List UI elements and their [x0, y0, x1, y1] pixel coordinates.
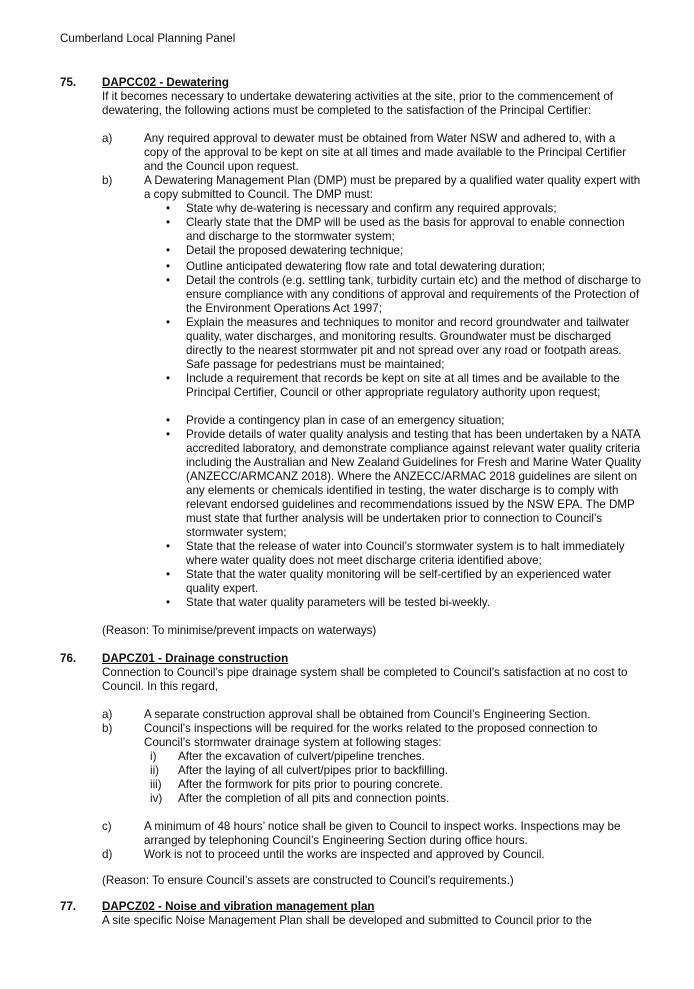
- condition-title: DAPCZ01 - Drainage construction: [102, 652, 289, 665]
- bullet-icon: •: [166, 372, 171, 385]
- item-text: Council’s inspections will be required for the works related to the proposed connection to Council’s stormwater drainage system at following stages:: [144, 722, 598, 749]
- bullet-icon: •: [166, 540, 171, 553]
- item-letter: a): [102, 708, 113, 721]
- condition-intro: A site specific Noise Management Plan shall be developed and submitted to Council prior to the: [102, 914, 592, 927]
- item-letter: b): [102, 722, 113, 735]
- item-text: Any required approval to dewater must be obtained from Water NSW and adhered to, with a copy of the approval to be kept on site at all times and made available to the Principal Certifier and the Council upon request.: [144, 132, 627, 173]
- condition-number: 75.: [60, 76, 77, 89]
- item-text: Work is not to proceed until the works are inspected and approved by Council.: [144, 848, 545, 861]
- condition-reason: (Reason: To ensure Council’s assets are constructed to Council’s requirements.): [102, 874, 514, 887]
- condition-title: DAPCC02 - Dewatering: [102, 76, 229, 89]
- item-text: A minimum of 48 hours’ notice shall be given to Council to inspect works. Inspections may be arranged by telephoning Council’s Engineering Section during office hours.: [144, 820, 621, 847]
- item-text: A separate construction approval shall be obtained from Council’s Engineering Section.: [144, 708, 591, 721]
- bullet-icon: •: [166, 414, 171, 427]
- item-letter: b): [102, 174, 113, 187]
- bullet-icon: •: [166, 428, 171, 441]
- item-text: A Dewatering Management Plan (DMP) must be prepared by a qualified water quality expert with a copy submitted to Council. The DMP must:: [144, 174, 641, 201]
- item-letter: d): [102, 848, 113, 861]
- condition-number: 77.: [60, 900, 77, 913]
- condition-number: 76.: [60, 652, 77, 665]
- bullet-icon: •: [166, 202, 171, 215]
- bullet-icon: •: [166, 260, 171, 273]
- condition-reason: (Reason: To minimise/prevent impacts on waterways): [102, 624, 377, 637]
- condition-intro: If it becomes necessary to undertake dewatering activities at the site, prior to the commencement of dewatering, the following actions must be completed to the satisfaction of the Principal Certifier:: [102, 90, 614, 117]
- bullet-icon: •: [166, 316, 171, 329]
- bullet-icon: •: [166, 244, 171, 257]
- bullet-icon: •: [166, 596, 171, 609]
- bullet-icon: •: [166, 568, 171, 581]
- document-page: Cumberland Local Planning Panel 75. DAPCC02 - Dewatering If it becomes necessary to undertake dewatering activities at the site, prior to the commencement of dewatering, the following actions must be completed to the satisfaction of the Principal Certifier: a) Any required approval to dewater must be obtained from Water NSW and adhered to, with a copy of the approval to be kept on site at all times and made available to the Principal Certifier and the Council upon request. b) A Dewatering Management Plan (DMP) must be prepared by a qualified water quality expert with a copy submitted to Council. The DMP must: • State why de-watering is necessary and confirm any required approvals; • Clearly state that the DMP will be used as the basis for approval to enable connection and discharge to the stormwater system; • Detail the proposed dewatering technique; • Outline anticipated dewatering flow rate and total dewatering duration; • Detail the controls (e.g. settling tank, turbidity curtain etc) and the method of discharge to ensure compliance with any conditions of approval and requirements of the Protection of the Environment Operations Act 1997; • Explain the measures and techniques to monitor and record groundwater and tailwater quality, water discharges, and monitoring results. Groundwater must be discharged directly to the nearest stormwater pit and not spread over any road or footpath areas. Safe passage for pedestrians must be maintained; • Include a requirement that records be kept on site at all times and be available to the Principal Certifier, Council or other appropriate regulatory authority upon request; • Provide a contingency plan in case of an emergency situation; • Provide details of water quality analysis and testing that has been undertaken by a NATA accredited laboratory, and demonstrate compliance against relevant water quality criteria including the Australian and New Zealand Guidelines for Fresh and Marine Water Quality (ANZECC/ARMCANZ 2018). Where the ANZECC/ARMAC 2018 guidelines are silent on any elements or chemicals identified in testing, the water discharge is to comply with relevant endorsed guidelines and recommendations issued by the NSW EPA. The DMP must state that further analysis will be undertaken prior to connection to Council’s stormwater system; • State that the release of water into Council’s stormwater system is to halt immediately where water quality does not meet discharge criteria identified above; • State that the water quality monitoring will be self-certified by an experienced water quality expert. • State that water quality parameters will be tested bi-weekly. (Reason: To minimise/prevent impacts on waterways) 76. DAPCZ01 - Drainage construction Connection to Council’s pipe drainage system shall be completed to Council’s satisfaction at no cost to Council. In this regard, a) A separate construction approval shall be obtained from Council’s Engineering Section. b) Council’s inspections will be required for the works related to the proposed connection to Council’s stormwater drainage system at following stages: i) After the excavation of culvert/pipeline trenches. ii) After the laying of all culvert/pipes prior to backfilling. iii) After the formwork for pits prior to pouring concrete. iv) After the completion of all pits and connection points. c) A minimum of 48 hours’ notice shall be given to Council to inspect works. Inspections may be arranged by telephoning Council’s Engineering Section during office hours. d) Work is not to proceed until the works are inspected and approved by Council. (Reason: To ensure Council’s assets are constructed to Council’s requirements.) 77. DAPCZ02 - Noise and vibration management plan A site specific Noise Management Plan shall be developed and submitted to Council prior to the: [60, 32, 642, 927]
- condition-intro: Connection to Council’s pipe drainage system shall be completed to Council’s satisfaction at no cost to Council. In this regard,: [102, 666, 628, 693]
- condition-title: DAPCZ02 - Noise and vibration management plan: [102, 900, 375, 913]
- bullet-icon: •: [166, 216, 171, 229]
- bullet-icon: •: [166, 274, 171, 287]
- page-header: Cumberland Local Planning Panel: [60, 32, 236, 45]
- item-letter: a): [102, 132, 113, 145]
- item-letter: c): [102, 820, 112, 833]
